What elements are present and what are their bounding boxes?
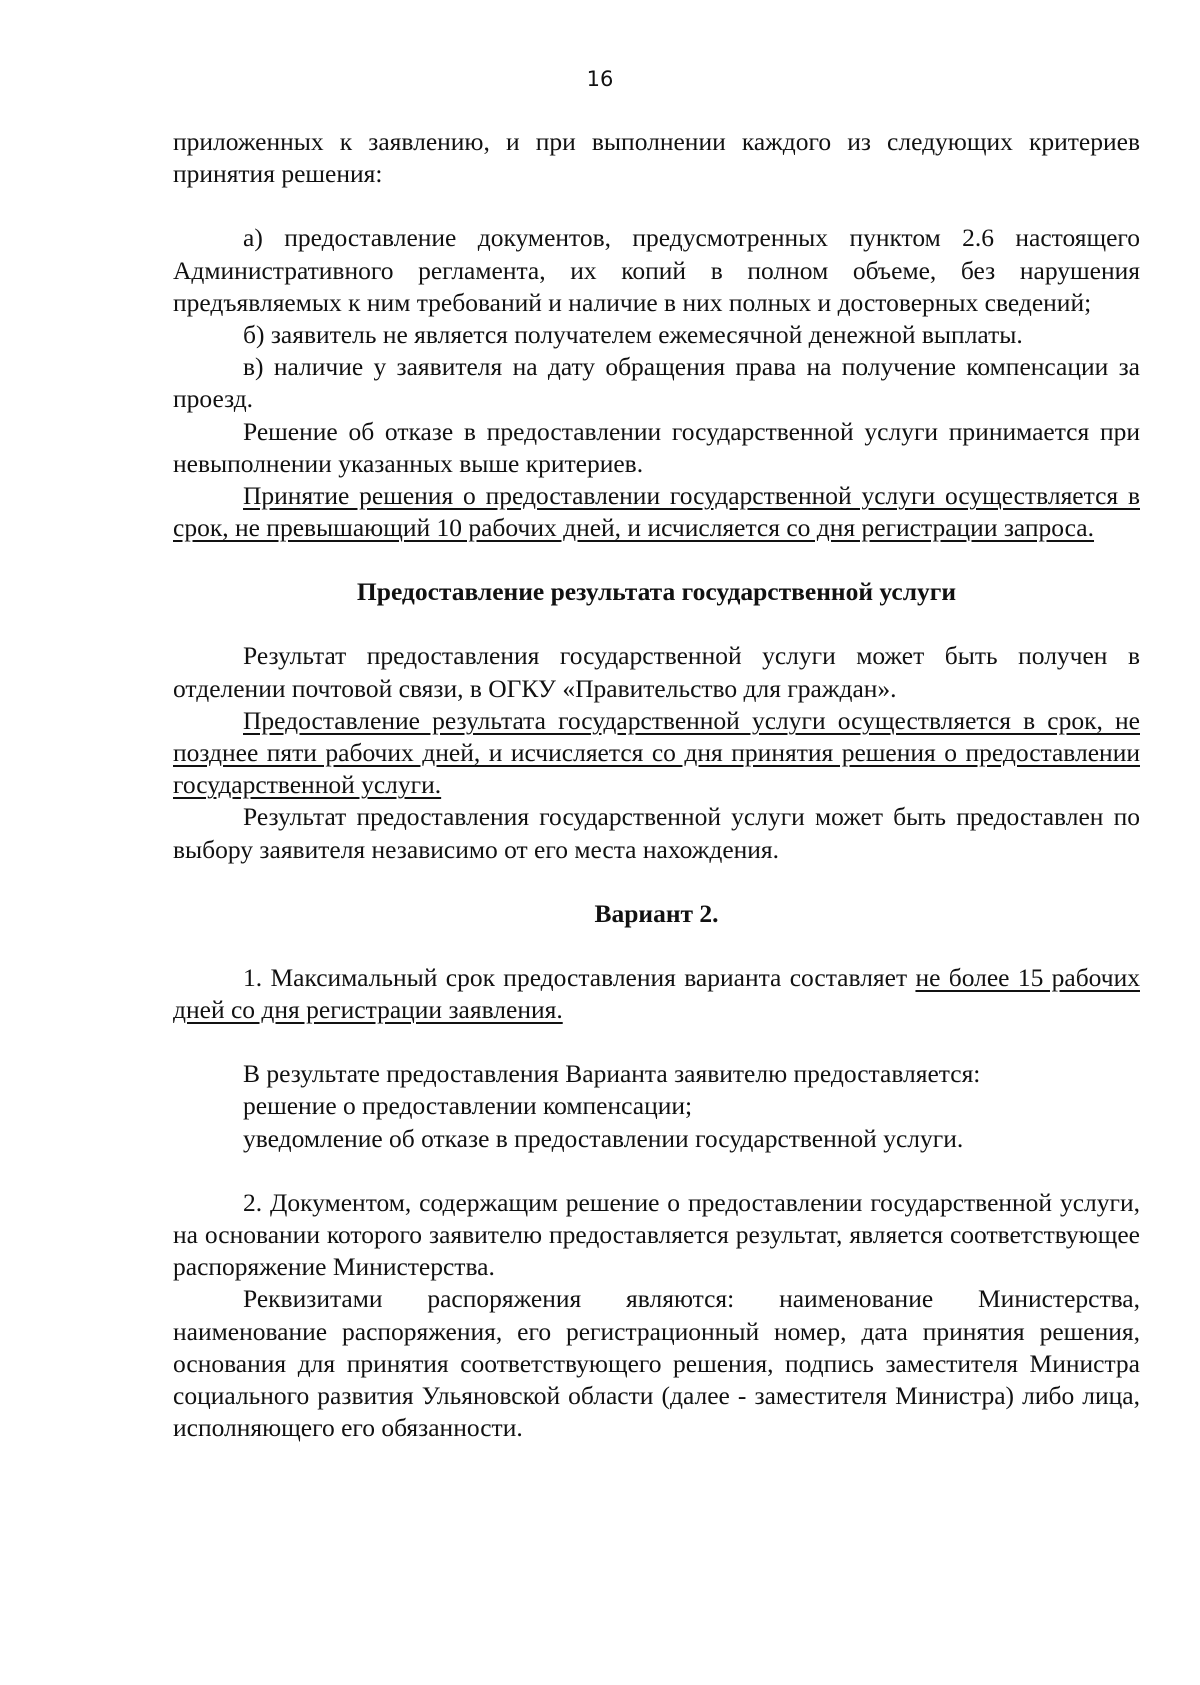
paragraph-result-receipt: Результат предоставления государственной услуги может быть получен в отделении почтовой связи, в ОГКУ «Правительство для граждан».	[173, 641, 1140, 703]
paragraph-result-location: Результат предоставления государственной услуги может быть предоставлен по выбору заявителя независимо от его места нахождения.	[173, 802, 1140, 864]
paragraph-decision-document: 2. Документом, содержащим решение о предоставлении государственной услуги, на основании которого заявителю предоставляется результат, является соответствующее распоряжение Министерства.	[173, 1187, 1140, 1282]
paragraph-criterion-c: в) наличие у заявителя на дату обращения права на получение компенсации за проезд.	[173, 352, 1140, 414]
paragraph-criterion-b: б) заявитель не является получателем ежемесячной денежной выплаты.	[243, 320, 1023, 350]
page-number: 16	[586, 67, 614, 91]
paragraph-refusal-decision: Решение об отказе в предоставлении государственной услуги принимается при невыполнении указанных выше критериев.	[173, 416, 1140, 478]
section-heading-variant-2: Вариант 2.	[594, 898, 719, 928]
paragraph-order-details: Реквизитами распоряжения являются: наименование Министерства, наименование распоряжения, его регистрационный номер, дата принятия решения, основания для принятия соответствующего решения, подпись заместителя Министра социального развития Ульяновской области (далее - заместителя Министра) либо лица, исполняющего его обязанности.	[173, 1284, 1140, 1443]
section-heading-result: Предоставление результата государственной услуги	[356, 577, 957, 607]
max-term-text: 1. Максимальный срок предоставления варианта составляет	[243, 962, 916, 992]
paragraph-decision-term	[173, 480, 1140, 544]
paragraph-variant-result-intro: В результате предоставления Варианта заявителю предоставляется:	[243, 1059, 981, 1089]
decision-term-underlined: Принятие решения о предоставлении государственной услуги осуществляется в срок, не превышающий 10 рабочих дней, и исчисляется со дня регистрации запроса.	[173, 481, 1140, 543]
paragraph-criterion-a: а) предоставление документов, предусмотренных пунктом 2.6 настоящего Административного регламента, их копий в полном объеме, без нарушения предъявляемых к ним требований и наличие в них полных и достоверных сведений;	[173, 223, 1140, 317]
result-term-underlined: Предоставление результата государственной услуги осуществляется в срок, не позднее пяти рабочих дней, и исчисляется со дня принятия решения о предоставлении государственной услуги.	[173, 705, 1140, 800]
paragraph-max-term	[173, 962, 1140, 1026]
list-item-compensation-decision: решение о предоставлении компенсации;	[243, 1091, 693, 1121]
paragraph-result-term	[173, 705, 1140, 802]
max-term-underlined: не более 15 рабочих дней со дня регистрации заявления.	[173, 962, 1140, 1025]
paragraph-criteria-intro: приложенных к заявлению, и при выполнении каждого из следующих критериев принятия решения:	[173, 127, 1140, 189]
document-body	[173, 126, 1140, 1445]
list-item-refusal-notice: уведомление об отказе в предоставлении государственной услуги.	[243, 1123, 964, 1153]
